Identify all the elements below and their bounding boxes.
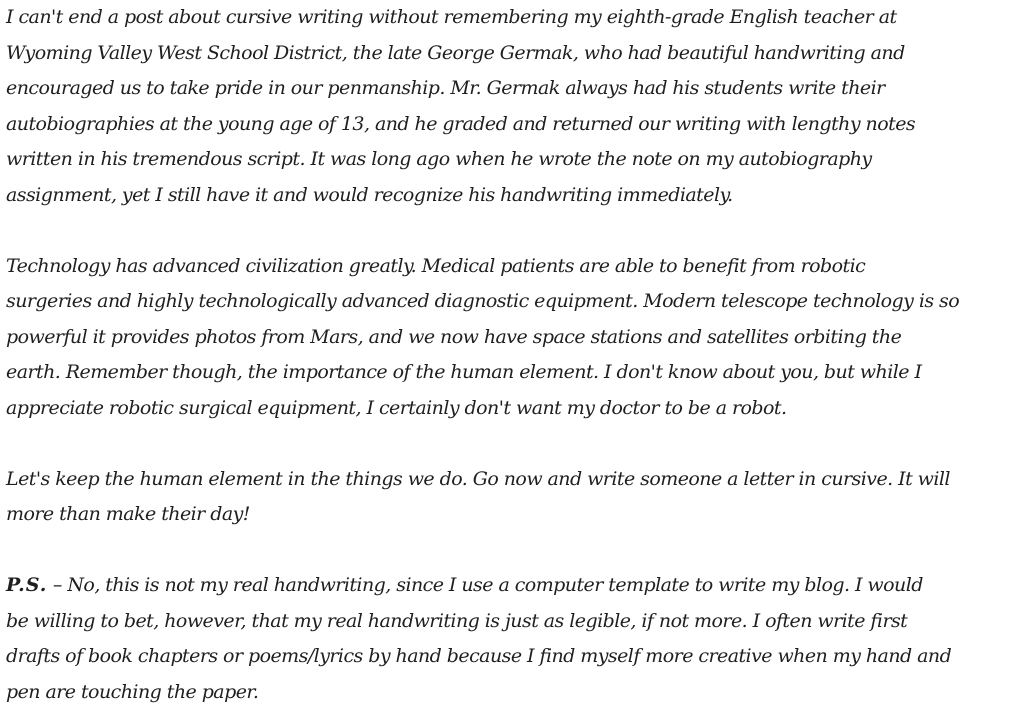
paragraph-spacer	[6, 426, 1017, 462]
text-line: Let's keep the human element in the things we do. Go now and write someone a letter in cursive. It will	[6, 467, 950, 490]
text-line: I can't end a post about cursive writing without remembering my eighth-grade English teacher at	[6, 6, 897, 28]
text-line: be willing to bet, however, that my real handwriting is just as legible, if not more. I often write first	[6, 609, 908, 632]
paragraph-teacher-memory	[6, 0, 1017, 213]
text-line: encouraged us to take pride in our penmanship. Mr. Germak always had his students write their	[6, 77, 885, 99]
postscript-label: P.S.	[6, 574, 48, 596]
postscript-first-line: – No, this is not my real handwriting, since I use a computer template to write my blog. I would	[47, 574, 923, 596]
text-line: assignment, yet I still have it and would recognize his handwriting immediately.	[6, 183, 733, 206]
text-line: pen are touching the paper.	[6, 680, 259, 703]
text-line: more than make their day!	[6, 503, 250, 525]
paragraph-postscript	[6, 568, 1017, 710]
text-line: written in his tremendous script. It was long ago when he wrote the note on my autobiography	[6, 148, 872, 170]
text-line: drafts of book chapters or poems/lyrics by hand because I find myself more creative when my hand and	[6, 645, 952, 667]
text-line: appreciate robotic surgical equipment, I certainly don't want my doctor to be a robot.	[6, 396, 787, 419]
paragraph-spacer	[6, 213, 1017, 249]
text-line: earth. Remember though, the importance of the human element. I don't know about you, but while I	[6, 361, 922, 383]
paragraph-spacer	[6, 533, 1017, 569]
text-line: autobiographies at the young age of 13, and he graded and returned our writing with lengthy notes	[6, 112, 916, 135]
text-line: surgeries and highly technologically advanced diagnostic equipment. Modern telescope technology is so	[6, 290, 960, 312]
text-line: powerful it provides photos from Mars, and we now have space stations and satellites orbiting the	[6, 325, 902, 348]
paragraph-call-to-action	[6, 462, 1017, 533]
text-line: Wyoming Valley West School District, the late George Germak, who had beautiful handwriting and	[6, 41, 905, 64]
paragraph-technology	[6, 249, 1017, 427]
text-line	[6, 568, 1017, 604]
text-line: Technology has advanced civilization greatly. Medical patients are able to benefit from robotic	[6, 254, 866, 277]
